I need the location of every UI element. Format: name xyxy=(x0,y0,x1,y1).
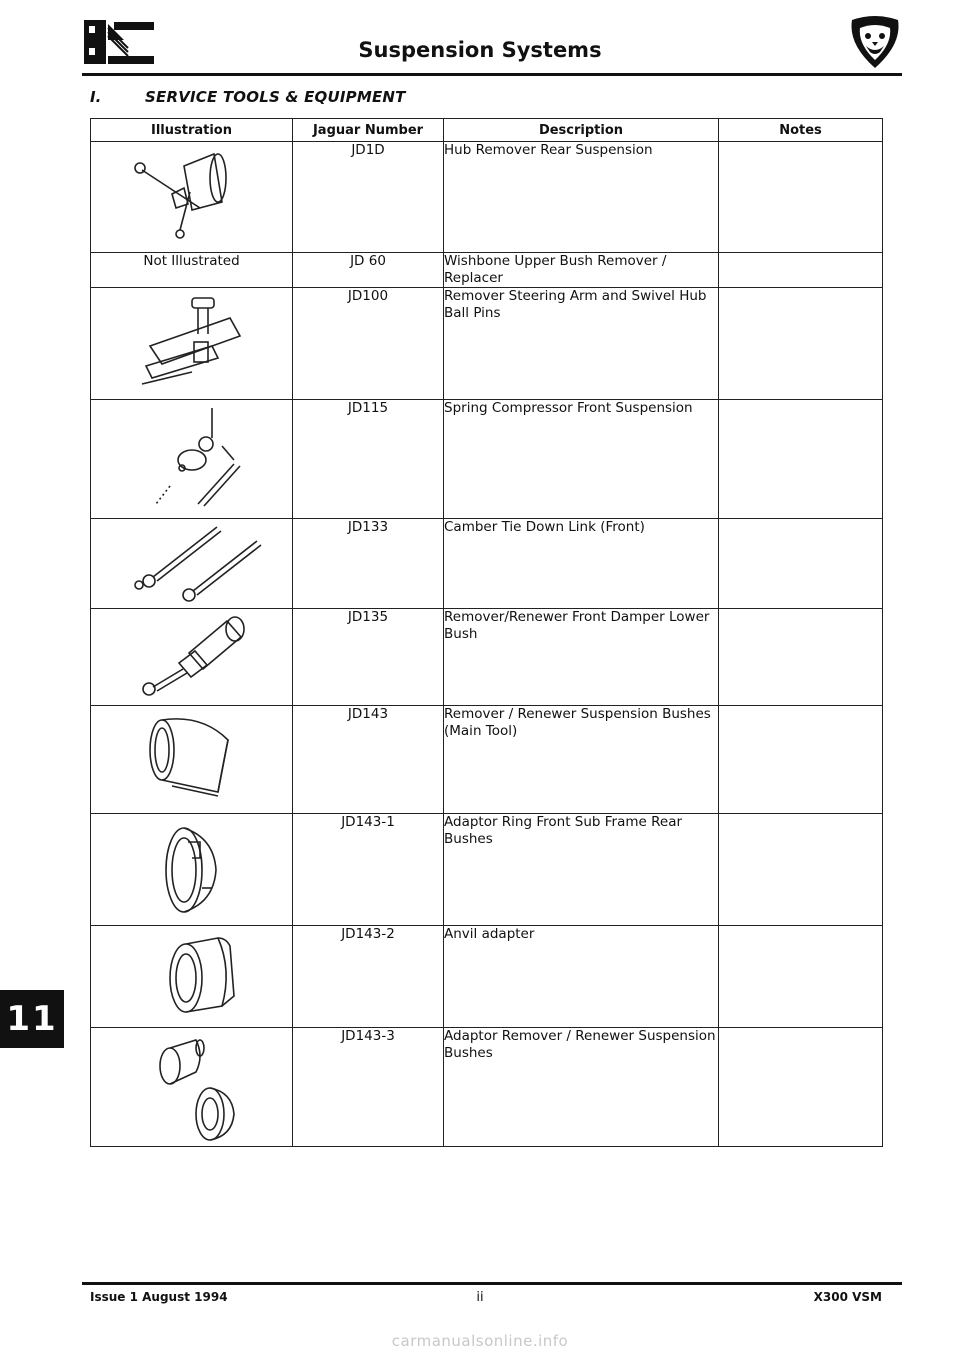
jaguar-number: JD1D xyxy=(293,142,444,253)
jaguar-number: JD143 xyxy=(293,706,444,814)
jaguar-number: JD133 xyxy=(293,519,444,609)
footer-issue-date: Issue 1 August 1994 xyxy=(90,1290,228,1304)
sleeve-tool-icon xyxy=(122,710,262,808)
anvil-adapter-icon xyxy=(122,930,262,1022)
jaguar-head-emblem-icon xyxy=(846,14,904,70)
ball-joint-splitter-icon xyxy=(122,292,262,392)
illustration-cell xyxy=(91,288,293,400)
notes-cell xyxy=(719,814,883,926)
table-row xyxy=(91,253,883,288)
footer-manual-id: X300 VSM xyxy=(813,1290,882,1304)
illustration-cell xyxy=(91,706,293,814)
table-row xyxy=(91,400,883,519)
table-row xyxy=(91,926,883,1028)
footer-rule xyxy=(82,1282,902,1285)
tool-description: Adaptor Ring Front Sub Frame Rear Bushes xyxy=(444,814,719,926)
adaptor-set-icon xyxy=(122,1032,262,1144)
notes-cell xyxy=(719,142,883,253)
tool-description: Remover/Renewer Front Damper Lower Bush xyxy=(444,609,719,706)
spring-compressor-icon xyxy=(122,404,262,512)
illustration-cell xyxy=(91,926,293,1028)
header-rule xyxy=(82,73,902,76)
tool-description: Wishbone Upper Bush Remover / Replacer xyxy=(444,253,719,288)
table-row xyxy=(91,142,883,253)
bush-tool-icon xyxy=(117,613,267,699)
tool-description: Hub Remover Rear Suspension xyxy=(444,142,719,253)
watermark: carmanualsonline.info xyxy=(391,1332,569,1350)
tool-description: Spring Compressor Front Suspension xyxy=(444,400,719,519)
notes-cell xyxy=(719,288,883,400)
table-row xyxy=(91,706,883,814)
footer-page-number: ii xyxy=(476,1290,484,1305)
service-tools-table xyxy=(90,118,883,1147)
jaguar-number: JD135 xyxy=(293,609,444,706)
jaguar-number: JD 60 xyxy=(293,253,444,288)
jaguar-number: JD100 xyxy=(293,288,444,400)
jaguar-number: JD143-3 xyxy=(293,1028,444,1147)
table-row xyxy=(91,519,883,609)
table-row xyxy=(91,609,883,706)
tool-description: Camber Tie Down Link (Front) xyxy=(444,519,719,609)
illustration-cell xyxy=(91,814,293,926)
table-row xyxy=(91,1028,883,1147)
section-number: I. xyxy=(90,88,102,106)
tool-description: Remover / Renewer Suspension Bushes (Main Tool) xyxy=(444,706,719,814)
illustration-cell xyxy=(91,609,293,706)
tool-description: Adaptor Remover / Renewer Suspension Bushes xyxy=(444,1028,719,1147)
section-title: SERVICE TOOLS & EQUIPMENT xyxy=(145,88,406,106)
table-row xyxy=(91,288,883,400)
notes-cell xyxy=(719,926,883,1028)
jaguar-number: JD115 xyxy=(293,400,444,519)
jaguar-number: JD143-2 xyxy=(293,926,444,1028)
illustration-cell xyxy=(91,1028,293,1147)
illustration-cell xyxy=(91,142,293,253)
table-header-row xyxy=(91,119,883,142)
adaptor-ring-icon xyxy=(122,818,262,920)
tool-description: Anvil adapter xyxy=(444,926,719,1028)
table-row xyxy=(91,814,883,926)
notes-cell xyxy=(719,706,883,814)
not-illustrated-label: Not Illustrated xyxy=(91,253,293,288)
illustration-cell xyxy=(91,400,293,519)
notes-cell xyxy=(719,1028,883,1147)
notes-cell xyxy=(719,400,883,519)
tie-down-links-icon xyxy=(117,523,267,603)
illustration-cell xyxy=(91,519,293,609)
jaguar-number: JD143-1 xyxy=(293,814,444,926)
hub-puller-icon xyxy=(122,146,262,246)
chapter-tab: 11 xyxy=(0,990,64,1048)
col-header-jaguar-number: Jaguar Number xyxy=(293,119,444,142)
notes-cell xyxy=(719,253,883,288)
col-header-notes: Notes xyxy=(719,119,883,142)
notes-cell xyxy=(719,519,883,609)
col-header-description: Description xyxy=(444,119,719,142)
page-title: Suspension Systems xyxy=(358,38,602,62)
col-header-illustration: Illustration xyxy=(91,119,293,142)
notes-cell xyxy=(719,609,883,706)
tool-description: Remover Steering Arm and Swivel Hub Ball Pins xyxy=(444,288,719,400)
